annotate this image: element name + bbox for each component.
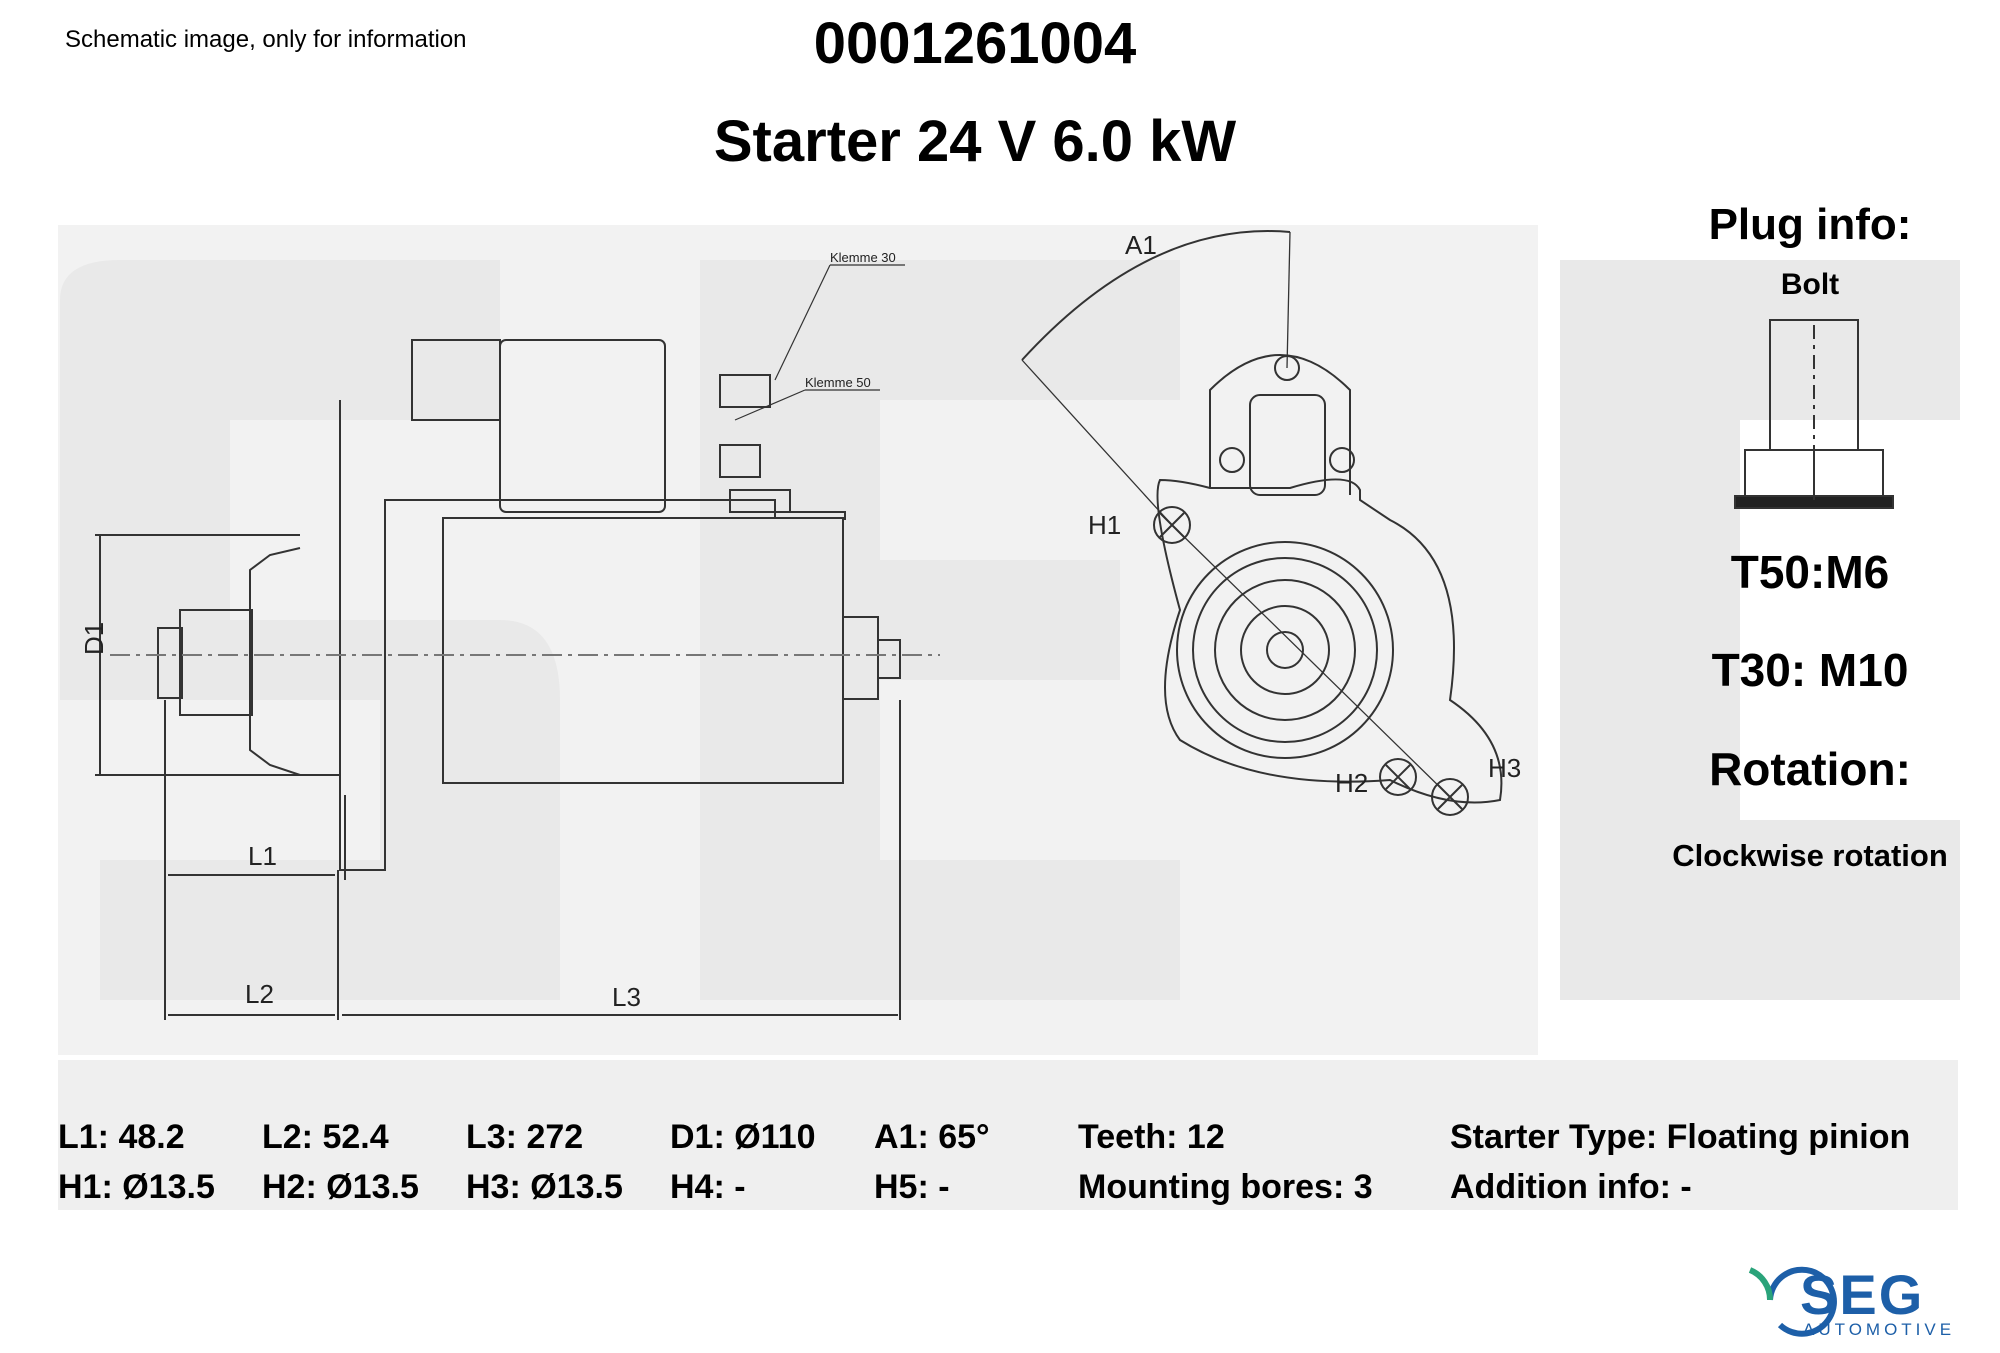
seg-logo-text: SEG [1800,1263,1925,1326]
spec-a1: A1: 65° [874,1118,990,1156]
spec-l2: L2: 52.4 [262,1118,389,1156]
label-klemme30: Klemme 30 [830,250,896,265]
terminal-t50: T50:M6 [1730,546,1890,598]
spec-d1: D1: Ø110 [670,1118,816,1156]
spec-addition-info: Addition info: - [1450,1168,1692,1206]
spec-h3: H3: Ø13.5 [466,1168,623,1206]
label-l3: L3 [612,982,641,1012]
seg-logo-subtext: AUTOMOTIVE [1803,1320,1956,1339]
terminal-t30: T30: M10 [1711,644,1909,696]
label-h3: H3 [1488,753,1522,783]
plug-info-heading: Plug info: [1708,200,1912,249]
spec-h2: H2: Ø13.5 [262,1168,419,1206]
spec-h5: H5: - [874,1168,950,1206]
label-h1: H1 [1088,510,1122,540]
product-title: Starter 24 V 6.0 kW [713,109,1237,174]
part-number: 0001261004 [813,11,1137,76]
label-l2: L2 [245,979,274,1009]
label-h2: H2 [1335,768,1369,798]
spec-l1: L1: 48.2 [58,1118,185,1156]
schematic-note: Schematic image, only for information [65,26,467,53]
rotation-value: Clockwise rotation [1672,838,1948,873]
spec-l3: L3: 272 [466,1118,584,1156]
label-a1: A1 [1125,230,1157,260]
spec-mounting-bores: Mounting bores: 3 [1078,1168,1373,1206]
spec-starter-type: Starter Type: Floating pinion [1450,1118,1911,1156]
watermark-background [58,225,1960,1210]
spec-h1: H1: Ø13.5 [58,1168,215,1206]
spec-teeth: Teeth: 12 [1078,1118,1225,1156]
label-d1: D1 [79,621,109,655]
plug-type: Bolt [1780,268,1840,301]
label-l1: L1 [248,841,277,871]
rotation-heading: Rotation: [1709,743,1911,795]
spec-h4: H4: - [670,1168,746,1206]
label-klemme50: Klemme 50 [805,375,871,390]
